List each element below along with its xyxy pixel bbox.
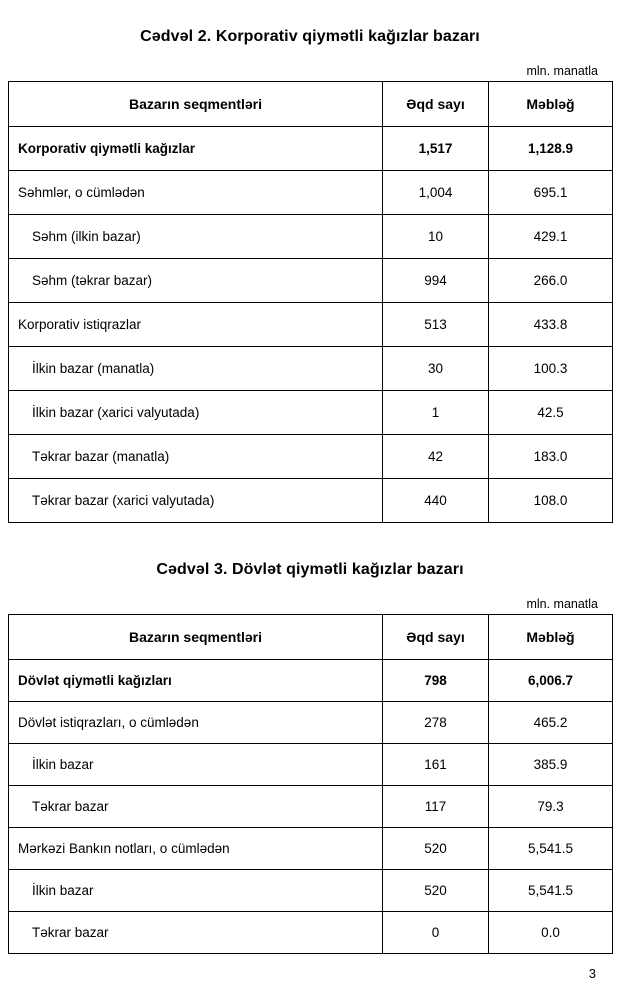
column-header-amount: Məbləğ [489,615,613,660]
segment-label: Təkrar bazar [9,786,383,828]
deal-count: 278 [383,702,489,744]
segment-label: Təkrar bazar (xarici valyutada) [9,479,383,523]
column-header-segments: Bazarın seqmentləri [9,82,383,127]
segment-label: Təkrar bazar [9,912,383,954]
deal-count: 520 [383,828,489,870]
segment-label: Mərkəzi Bankın notları, o cümlədən [9,828,383,870]
table-row [9,171,613,215]
deal-count: 30 [383,347,489,391]
deal-count: 440 [383,479,489,523]
amount-value: 6,006.7 [489,660,613,702]
amount-value: 5,541.5 [489,870,613,912]
column-header-segments: Bazarın seqmentləri [9,615,383,660]
segment-label: İlkin bazar (xarici valyutada) [9,391,383,435]
segment-label: Dövlət istiqrazları, o cümlədən [9,702,383,744]
table-row [9,744,613,786]
amount-value: 1,128.9 [489,127,613,171]
segment-label: Səhmlər, o cümlədən [9,171,383,215]
deal-count: 10 [383,215,489,259]
column-header-amount: Məbləğ [489,82,613,127]
deal-count: 798 [383,660,489,702]
segment-label: İlkin bazar [9,744,383,786]
deal-count: 42 [383,435,489,479]
header-row [9,615,613,660]
amount-value: 100.3 [489,347,613,391]
table-row [9,479,613,523]
amount-value: 79.3 [489,786,613,828]
unit-label: mln. manatla [526,64,598,78]
amount-value: 5,541.5 [489,828,613,870]
segment-label: Korporativ qiymətli kağızlar [9,127,383,171]
deal-count: 1,517 [383,127,489,171]
amount-value: 266.0 [489,259,613,303]
table-row [9,303,613,347]
table-row [9,347,613,391]
table-row [9,912,613,954]
table-row [9,127,613,171]
amount-value: 42.5 [489,391,613,435]
deal-count: 513 [383,303,489,347]
segment-label: Təkrar bazar (manatla) [9,435,383,479]
header-row [9,82,613,127]
amount-value: 183.0 [489,435,613,479]
page-number: 3 [588,966,596,981]
deal-count: 1,004 [383,171,489,215]
amount-value: 0.0 [489,912,613,954]
table-title-corporate: Cədvəl 2. Korporativ qiymətli kağızlar bazarı [140,28,480,45]
segment-label: Korporativ istiqrazlar [9,303,383,347]
unit-label: mln. manatla [526,597,598,611]
table-body [9,127,613,523]
table-row [9,786,613,828]
amount-value: 385.9 [489,744,613,786]
corporate-securities-table [8,81,613,523]
table-row [9,391,613,435]
deal-count: 117 [383,786,489,828]
table-row [9,828,613,870]
deal-count: 520 [383,870,489,912]
column-header-deal-count: Əqd sayı [383,615,489,660]
column-header-deal-count: Əqd sayı [383,82,489,127]
table-row [9,259,613,303]
segment-label: İlkin bazar (manatla) [9,347,383,391]
government-securities-table [8,614,613,954]
amount-value: 429.1 [489,215,613,259]
amount-value: 695.1 [489,171,613,215]
amount-value: 433.8 [489,303,613,347]
table-row [9,435,613,479]
table-row [9,702,613,744]
amount-value: 465.2 [489,702,613,744]
deal-count: 0 [383,912,489,954]
segment-label: Səhm (təkrar bazar) [9,259,383,303]
government-securities-section [8,561,612,954]
segment-label: Səhm (ilkin bazar) [9,215,383,259]
deal-count: 1 [383,391,489,435]
table-body [9,660,613,954]
deal-count: 161 [383,744,489,786]
corporate-securities-section [8,28,612,523]
table-row [9,660,613,702]
segment-label: Dövlət qiymətli kağızları [9,660,383,702]
table-row [9,215,613,259]
amount-value: 108.0 [489,479,613,523]
segment-label: İlkin bazar [9,870,383,912]
table-title-government: Cədvəl 3. Dövlət qiymətli kağızlar bazarı [156,561,464,578]
table-row [9,870,613,912]
deal-count: 994 [383,259,489,303]
